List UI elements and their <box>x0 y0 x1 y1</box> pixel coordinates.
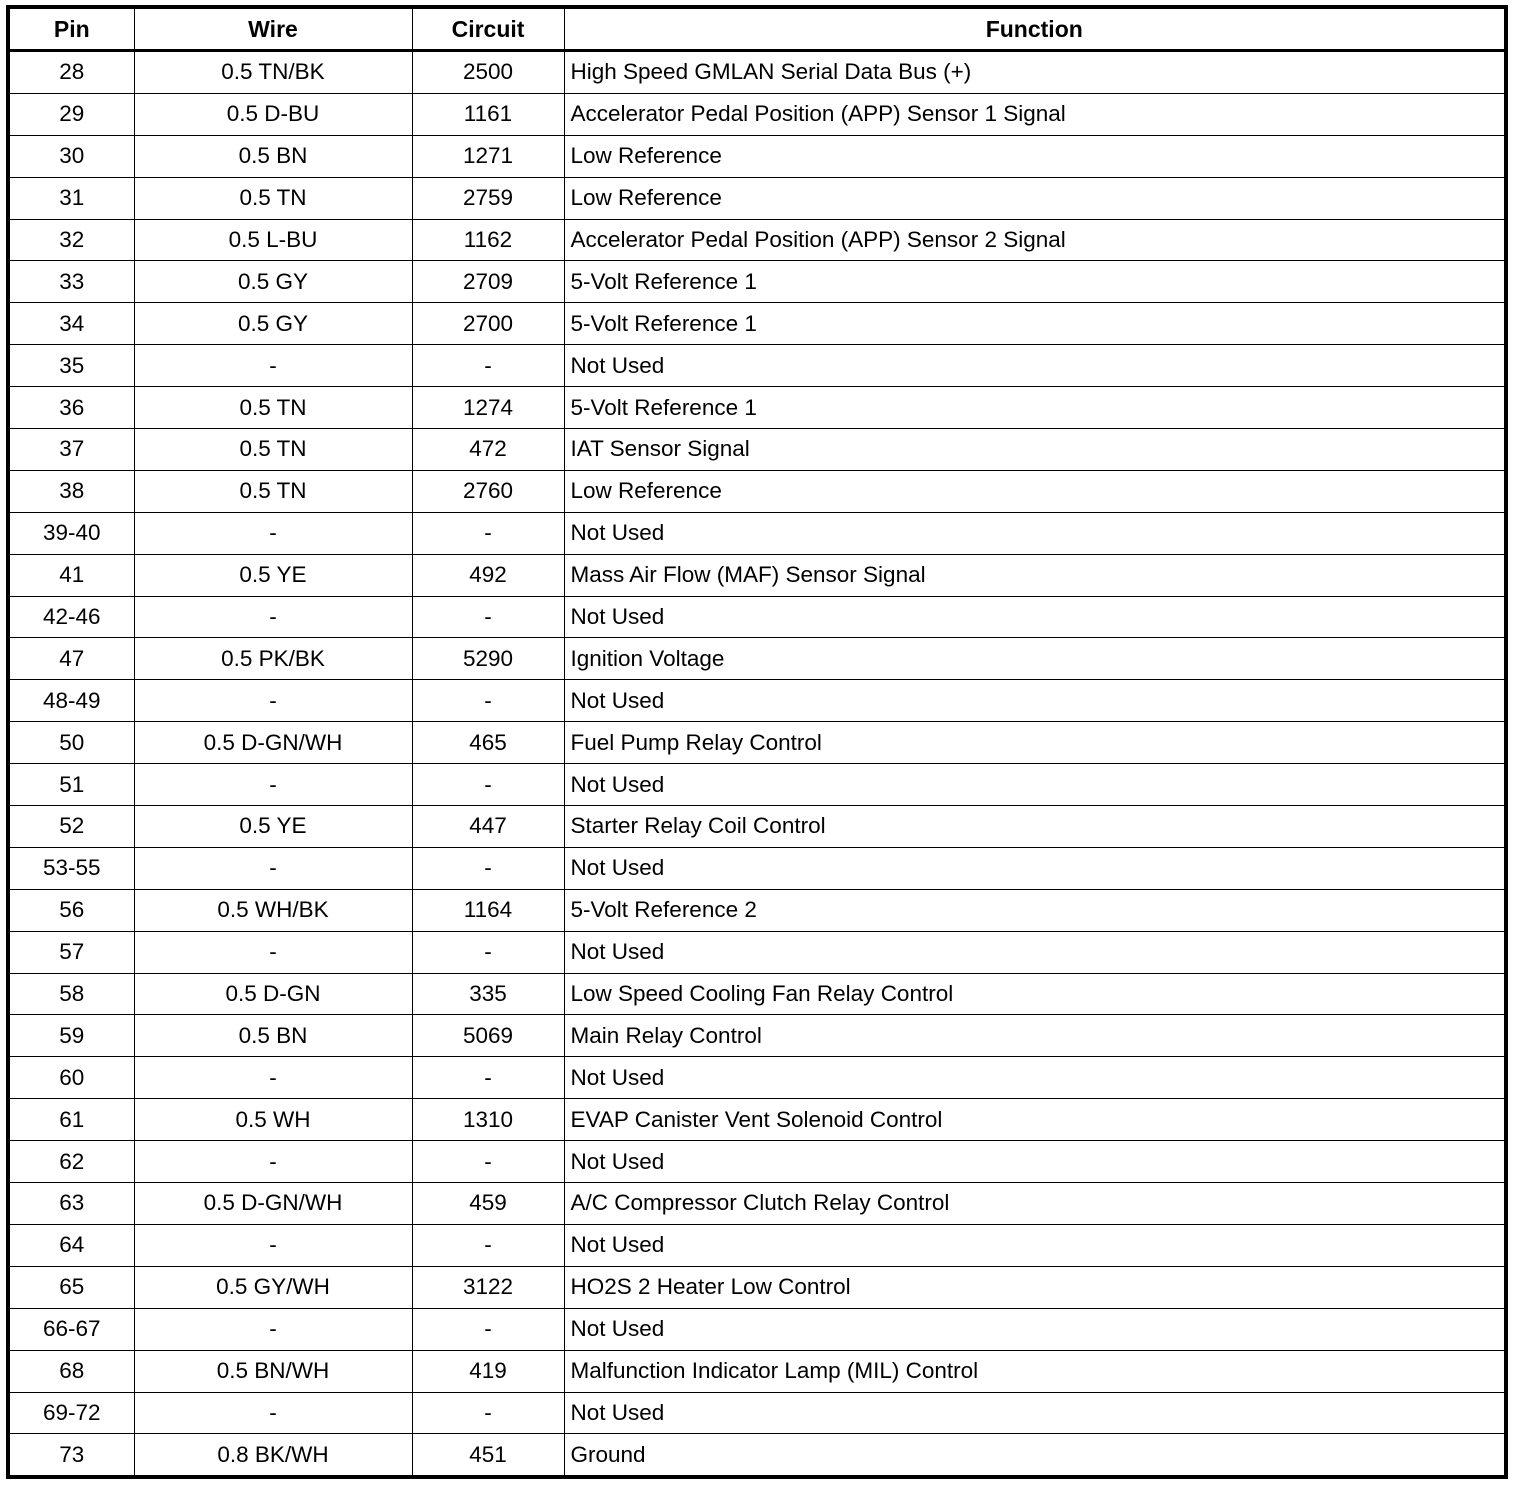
cell-pin: 56 <box>8 889 134 931</box>
cell-circuit: - <box>412 847 564 889</box>
cell-pin: 57 <box>8 931 134 973</box>
table-row <box>8 177 1506 219</box>
cell-pin: 47 <box>8 638 134 680</box>
cell-circuit: - <box>412 1392 564 1434</box>
table-body <box>8 51 1506 1478</box>
cell-pin: 50 <box>8 722 134 764</box>
cell-pin: 60 <box>8 1057 134 1099</box>
cell-wire: - <box>134 512 412 554</box>
cell-function: Not Used <box>564 596 1506 638</box>
cell-wire: 0.5 D-GN <box>134 973 412 1015</box>
cell-wire: - <box>134 764 412 806</box>
cell-function: Starter Relay Coil Control <box>564 806 1506 848</box>
cell-pin: 41 <box>8 554 134 596</box>
cell-wire: 0.5 YE <box>134 806 412 848</box>
cell-function: 5-Volt Reference 1 <box>564 303 1506 345</box>
table-row <box>8 806 1506 848</box>
cell-pin: 28 <box>8 51 134 94</box>
table-row <box>8 1183 1506 1225</box>
cell-function: Not Used <box>564 1392 1506 1434</box>
cell-wire: 0.5 GY <box>134 261 412 303</box>
cell-function: Accelerator Pedal Position (APP) Sensor 2 Signal <box>564 219 1506 261</box>
connector-pinout-table <box>6 5 1508 1479</box>
table-row <box>8 1224 1506 1266</box>
cell-circuit: - <box>412 680 564 722</box>
cell-wire: - <box>134 345 412 387</box>
cell-function: EVAP Canister Vent Solenoid Control <box>564 1099 1506 1141</box>
cell-pin: 31 <box>8 177 134 219</box>
cell-pin: 61 <box>8 1099 134 1141</box>
cell-circuit: 451 <box>412 1434 564 1477</box>
cell-function: Low Reference <box>564 177 1506 219</box>
cell-pin: 63 <box>8 1183 134 1225</box>
cell-function: Not Used <box>564 345 1506 387</box>
cell-wire: - <box>134 1308 412 1350</box>
table-header <box>8 7 1506 51</box>
cell-wire: 0.5 D-GN/WH <box>134 1183 412 1225</box>
table-row <box>8 1266 1506 1308</box>
table-row <box>8 596 1506 638</box>
cell-function: Accelerator Pedal Position (APP) Sensor 1 Signal <box>564 93 1506 135</box>
cell-wire: 0.5 TN <box>134 470 412 512</box>
cell-function: Not Used <box>564 847 1506 889</box>
cell-wire: - <box>134 847 412 889</box>
table-row <box>8 1141 1506 1183</box>
cell-function: Not Used <box>564 512 1506 554</box>
table-row <box>8 470 1506 512</box>
cell-function: 5-Volt Reference 1 <box>564 261 1506 303</box>
cell-function: Not Used <box>564 1308 1506 1350</box>
cell-circuit: 1271 <box>412 135 564 177</box>
table-row <box>8 973 1506 1015</box>
cell-function: IAT Sensor Signal <box>564 429 1506 471</box>
cell-circuit: 465 <box>412 722 564 764</box>
cell-circuit: - <box>412 1224 564 1266</box>
cell-pin: 64 <box>8 1224 134 1266</box>
cell-pin: 35 <box>8 345 134 387</box>
table-row <box>8 1308 1506 1350</box>
cell-pin: 66-67 <box>8 1308 134 1350</box>
table-row <box>8 93 1506 135</box>
cell-wire: 0.5 L-BU <box>134 219 412 261</box>
cell-function: Malfunction Indicator Lamp (MIL) Control <box>564 1350 1506 1392</box>
cell-pin: 34 <box>8 303 134 345</box>
cell-circuit: 447 <box>412 806 564 848</box>
table-row <box>8 889 1506 931</box>
header-wire: Wire <box>134 7 412 51</box>
cell-pin: 33 <box>8 261 134 303</box>
cell-wire: 0.5 GY <box>134 303 412 345</box>
cell-pin: 62 <box>8 1141 134 1183</box>
cell-function: Low Reference <box>564 135 1506 177</box>
table-row <box>8 1392 1506 1434</box>
cell-circuit: 1274 <box>412 387 564 429</box>
cell-wire: 0.5 TN/BK <box>134 51 412 94</box>
cell-circuit: 419 <box>412 1350 564 1392</box>
cell-function: Fuel Pump Relay Control <box>564 722 1506 764</box>
cell-function: Not Used <box>564 1141 1506 1183</box>
table-row <box>8 135 1506 177</box>
cell-wire: 0.5 WH <box>134 1099 412 1141</box>
cell-wire: - <box>134 1057 412 1099</box>
cell-pin: 38 <box>8 470 134 512</box>
cell-circuit: 1162 <box>412 219 564 261</box>
cell-pin: 29 <box>8 93 134 135</box>
cell-function: Not Used <box>564 931 1506 973</box>
cell-circuit: 3122 <box>412 1266 564 1308</box>
table-row <box>8 51 1506 94</box>
cell-pin: 73 <box>8 1434 134 1477</box>
cell-circuit: - <box>412 1308 564 1350</box>
cell-pin: 53-55 <box>8 847 134 889</box>
cell-wire: 0.5 WH/BK <box>134 889 412 931</box>
cell-wire: 0.8 BK/WH <box>134 1434 412 1477</box>
cell-function: Main Relay Control <box>564 1015 1506 1057</box>
cell-wire: - <box>134 1392 412 1434</box>
cell-pin: 39-40 <box>8 512 134 554</box>
cell-wire: 0.5 TN <box>134 429 412 471</box>
header-pin: Pin <box>8 7 134 51</box>
cell-pin: 36 <box>8 387 134 429</box>
cell-circuit: 5069 <box>412 1015 564 1057</box>
cell-circuit: - <box>412 345 564 387</box>
cell-pin: 58 <box>8 973 134 1015</box>
cell-circuit: - <box>412 512 564 554</box>
cell-circuit: 2709 <box>412 261 564 303</box>
table-row <box>8 680 1506 722</box>
cell-function: Low Reference <box>564 470 1506 512</box>
table-row <box>8 1434 1506 1477</box>
table-row <box>8 847 1506 889</box>
cell-wire: 0.5 BN/WH <box>134 1350 412 1392</box>
cell-pin: 65 <box>8 1266 134 1308</box>
cell-wire: 0.5 D-GN/WH <box>134 722 412 764</box>
table-row <box>8 1057 1506 1099</box>
header-row <box>8 7 1506 51</box>
cell-function: High Speed GMLAN Serial Data Bus (+) <box>564 51 1506 94</box>
cell-circuit: - <box>412 1057 564 1099</box>
cell-pin: 32 <box>8 219 134 261</box>
table-row <box>8 1350 1506 1392</box>
table-row <box>8 638 1506 680</box>
table-row <box>8 764 1506 806</box>
table-row <box>8 1099 1506 1141</box>
cell-circuit: - <box>412 931 564 973</box>
cell-circuit: - <box>412 764 564 806</box>
table-row <box>8 931 1506 973</box>
cell-pin: 52 <box>8 806 134 848</box>
cell-function: Not Used <box>564 764 1506 806</box>
table-row <box>8 1015 1506 1057</box>
cell-function: 5-Volt Reference 1 <box>564 387 1506 429</box>
cell-function: Mass Air Flow (MAF) Sensor Signal <box>564 554 1506 596</box>
cell-circuit: 459 <box>412 1183 564 1225</box>
cell-circuit: - <box>412 596 564 638</box>
table-row <box>8 554 1506 596</box>
cell-wire: 0.5 BN <box>134 135 412 177</box>
table-row <box>8 429 1506 471</box>
cell-wire: - <box>134 931 412 973</box>
cell-circuit: - <box>412 1141 564 1183</box>
cell-circuit: 2700 <box>412 303 564 345</box>
table-row <box>8 303 1506 345</box>
cell-circuit: 2759 <box>412 177 564 219</box>
cell-circuit: 2500 <box>412 51 564 94</box>
table-row <box>8 512 1506 554</box>
cell-wire: 0.5 TN <box>134 387 412 429</box>
cell-wire: 0.5 YE <box>134 554 412 596</box>
cell-pin: 51 <box>8 764 134 806</box>
cell-wire: - <box>134 1224 412 1266</box>
cell-wire: - <box>134 596 412 638</box>
cell-circuit: 1164 <box>412 889 564 931</box>
cell-wire: 0.5 BN <box>134 1015 412 1057</box>
cell-pin: 68 <box>8 1350 134 1392</box>
header-circuit: Circuit <box>412 7 564 51</box>
cell-function: Not Used <box>564 1224 1506 1266</box>
table-row <box>8 345 1506 387</box>
cell-function: Not Used <box>564 1057 1506 1099</box>
cell-wire: 0.5 GY/WH <box>134 1266 412 1308</box>
cell-circuit: 2760 <box>412 470 564 512</box>
cell-circuit: 1310 <box>412 1099 564 1141</box>
cell-circuit: 472 <box>412 429 564 471</box>
cell-circuit: 1161 <box>412 93 564 135</box>
cell-pin: 59 <box>8 1015 134 1057</box>
cell-wire: - <box>134 680 412 722</box>
table-row <box>8 722 1506 764</box>
cell-pin: 69-72 <box>8 1392 134 1434</box>
cell-pin: 37 <box>8 429 134 471</box>
cell-pin: 42-46 <box>8 596 134 638</box>
cell-wire: 0.5 D-BU <box>134 93 412 135</box>
header-function: Function <box>564 7 1506 51</box>
cell-pin: 30 <box>8 135 134 177</box>
cell-wire: - <box>134 1141 412 1183</box>
cell-function: Ground <box>564 1434 1506 1477</box>
cell-function: A/C Compressor Clutch Relay Control <box>564 1183 1506 1225</box>
cell-circuit: 5290 <box>412 638 564 680</box>
cell-wire: 0.5 PK/BK <box>134 638 412 680</box>
cell-pin: 48-49 <box>8 680 134 722</box>
cell-function: Not Used <box>564 680 1506 722</box>
table-row <box>8 219 1506 261</box>
cell-circuit: 335 <box>412 973 564 1015</box>
cell-function: 5-Volt Reference 2 <box>564 889 1506 931</box>
cell-wire: 0.5 TN <box>134 177 412 219</box>
table-row <box>8 387 1506 429</box>
cell-function: Ignition Voltage <box>564 638 1506 680</box>
table-row <box>8 261 1506 303</box>
cell-circuit: 492 <box>412 554 564 596</box>
cell-function: Low Speed Cooling Fan Relay Control <box>564 973 1506 1015</box>
cell-function: HO2S 2 Heater Low Control <box>564 1266 1506 1308</box>
